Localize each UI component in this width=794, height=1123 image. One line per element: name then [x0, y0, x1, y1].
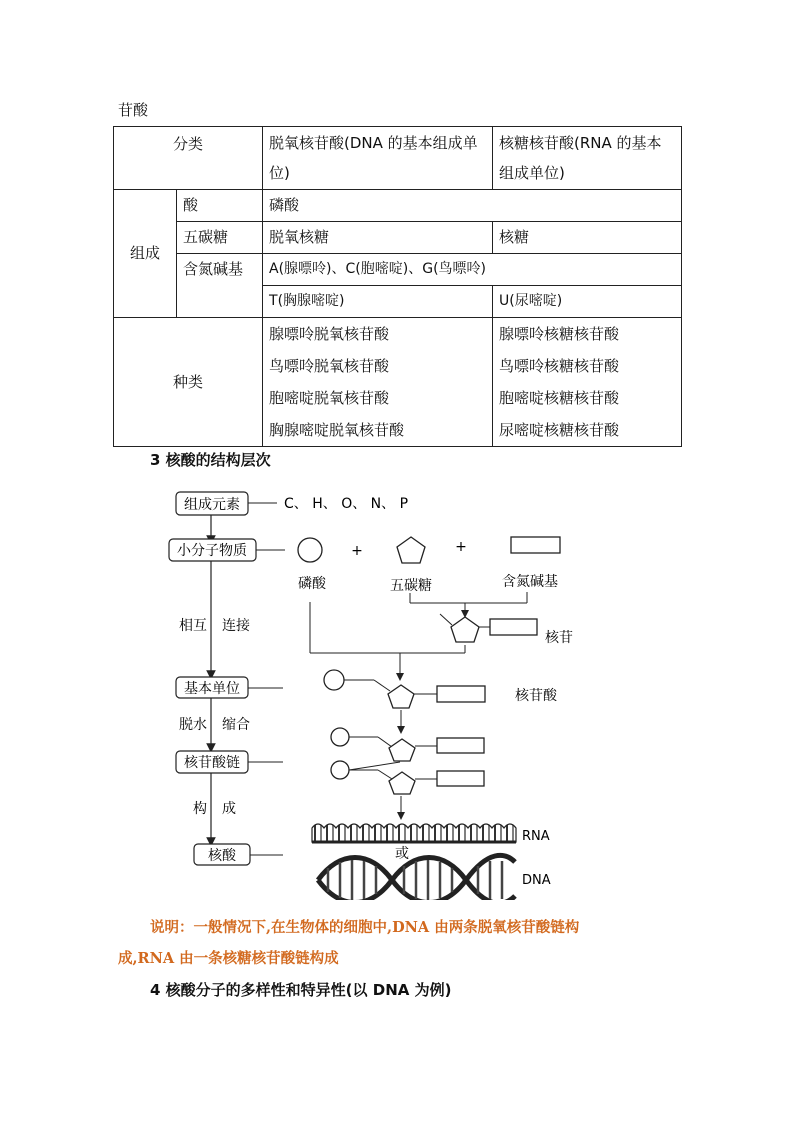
note-line-2: 成,RNA 由一条核糖核苷酸链构成	[118, 950, 339, 967]
dna-kind: 胞嘧啶脱氧核苷酸	[269, 389, 390, 407]
link-3a: 构	[193, 801, 207, 817]
composition-label: 组成	[114, 190, 177, 318]
link-1b: 连接	[222, 618, 250, 634]
rna-label: RNA	[522, 829, 550, 844]
link-3b: 成	[222, 801, 236, 817]
sugar-dna: 脱氧核糖	[263, 222, 493, 254]
level-acid-box	[194, 844, 250, 865]
chain-phosphate-icon	[331, 761, 349, 779]
base-label: 含氮碱基	[177, 254, 263, 318]
level-chain-box	[176, 751, 248, 773]
link-2a: 脱水	[179, 717, 207, 733]
level-unit-box	[176, 677, 248, 698]
dna-helix-icon	[318, 855, 515, 900]
rna-strand-icon	[312, 824, 516, 842]
dna-label: DNA	[522, 873, 551, 888]
or-label: 或	[395, 846, 409, 862]
pentose-label: 五碳糖	[390, 578, 432, 594]
base-label: 含氮碱基	[502, 574, 558, 590]
kinds-label: 种类	[114, 318, 263, 447]
base-dna: T(胸腺嘧啶)	[263, 286, 493, 318]
acid-label: 酸	[177, 190, 263, 222]
nucleoside-pentose-icon	[451, 617, 479, 642]
dna-kind: 胸腺嘧啶脱氧核苷酸	[269, 421, 405, 439]
elements-text: C、 H、 O、 N、 P	[284, 496, 409, 512]
plus-2: +	[455, 539, 467, 555]
plus-1: +	[351, 543, 363, 559]
rna-kind: 尿嘧啶核糖核苷酸	[499, 421, 620, 439]
dna-column-header: 脱氧核苷酸(DNA 的基本组成单位)	[263, 127, 493, 190]
section4-title: 4 核酸分子的多样性和特异性(以 DNA 为例)	[150, 981, 452, 999]
sugar-label: 五碳糖	[177, 222, 263, 254]
rna-kinds-cell	[493, 318, 682, 447]
nucleotide-label: 核苷酸	[515, 688, 557, 704]
pentose-icon	[397, 537, 425, 563]
base-shared: A(腺嘌呤)、C(胞嘧啶)、G(鸟嘌呤)	[263, 254, 682, 286]
phosphate-icon	[298, 538, 322, 562]
nucleoside-base-icon	[490, 619, 537, 635]
nucleotide-phosphate-icon	[324, 670, 344, 690]
classify-header: 分类	[114, 127, 263, 190]
header-fragment: 苷酸	[118, 101, 149, 119]
chain-pentose-icon	[389, 739, 415, 761]
structure-diagram	[0, 480, 794, 900]
level-acid: 核酸	[208, 848, 236, 864]
level-small: 小分子物质	[177, 543, 247, 559]
nucleotide-base-icon	[437, 686, 485, 702]
dna-kind: 腺嘌呤脱氧核苷酸	[269, 325, 390, 343]
sugar-rna: 核糖	[493, 222, 682, 254]
level-elements-box	[176, 492, 248, 515]
nucleotide-table	[113, 126, 682, 447]
chain-base-icon	[437, 771, 484, 786]
dna-kinds-cell	[263, 318, 493, 447]
link-2b: 缩合	[222, 717, 250, 733]
chain-phosphate-icon	[331, 728, 349, 746]
level-chain: 核苷酸链	[184, 755, 240, 771]
rna-kind: 鸟嘌呤核糖核苷酸	[499, 357, 620, 375]
rna-kind: 胞嘧啶核糖核苷酸	[499, 389, 620, 407]
rna-kind: 腺嘌呤核糖核苷酸	[499, 325, 620, 343]
dna-kind: 鸟嘌呤脱氧核苷酸	[269, 357, 390, 375]
link-1a: 相互	[179, 618, 207, 634]
nucleoside-label: 核苷	[545, 630, 573, 646]
section3-title: 3 核酸的结构层次	[150, 451, 271, 469]
level-small-box	[169, 539, 256, 561]
note-line-1: 说明：一般情况下,在生物体的细胞中,DNA 由两条脱氧核苷酸链构	[150, 919, 580, 936]
acid-value: 磷酸	[263, 190, 682, 222]
phosphate-label: 磷酸	[298, 576, 326, 592]
rna-column-header: 核糖核苷酸(RNA 的基本组成单位)	[493, 127, 682, 190]
level-elements: 组成元素	[184, 497, 240, 513]
base-rna: U(尿嘧啶)	[493, 286, 682, 318]
chain-pentose-icon	[389, 772, 415, 794]
chain-base-icon	[437, 738, 484, 753]
base-icon	[511, 537, 560, 553]
nucleotide-pentose-icon	[388, 685, 414, 708]
level-unit: 基本单位	[184, 681, 240, 697]
